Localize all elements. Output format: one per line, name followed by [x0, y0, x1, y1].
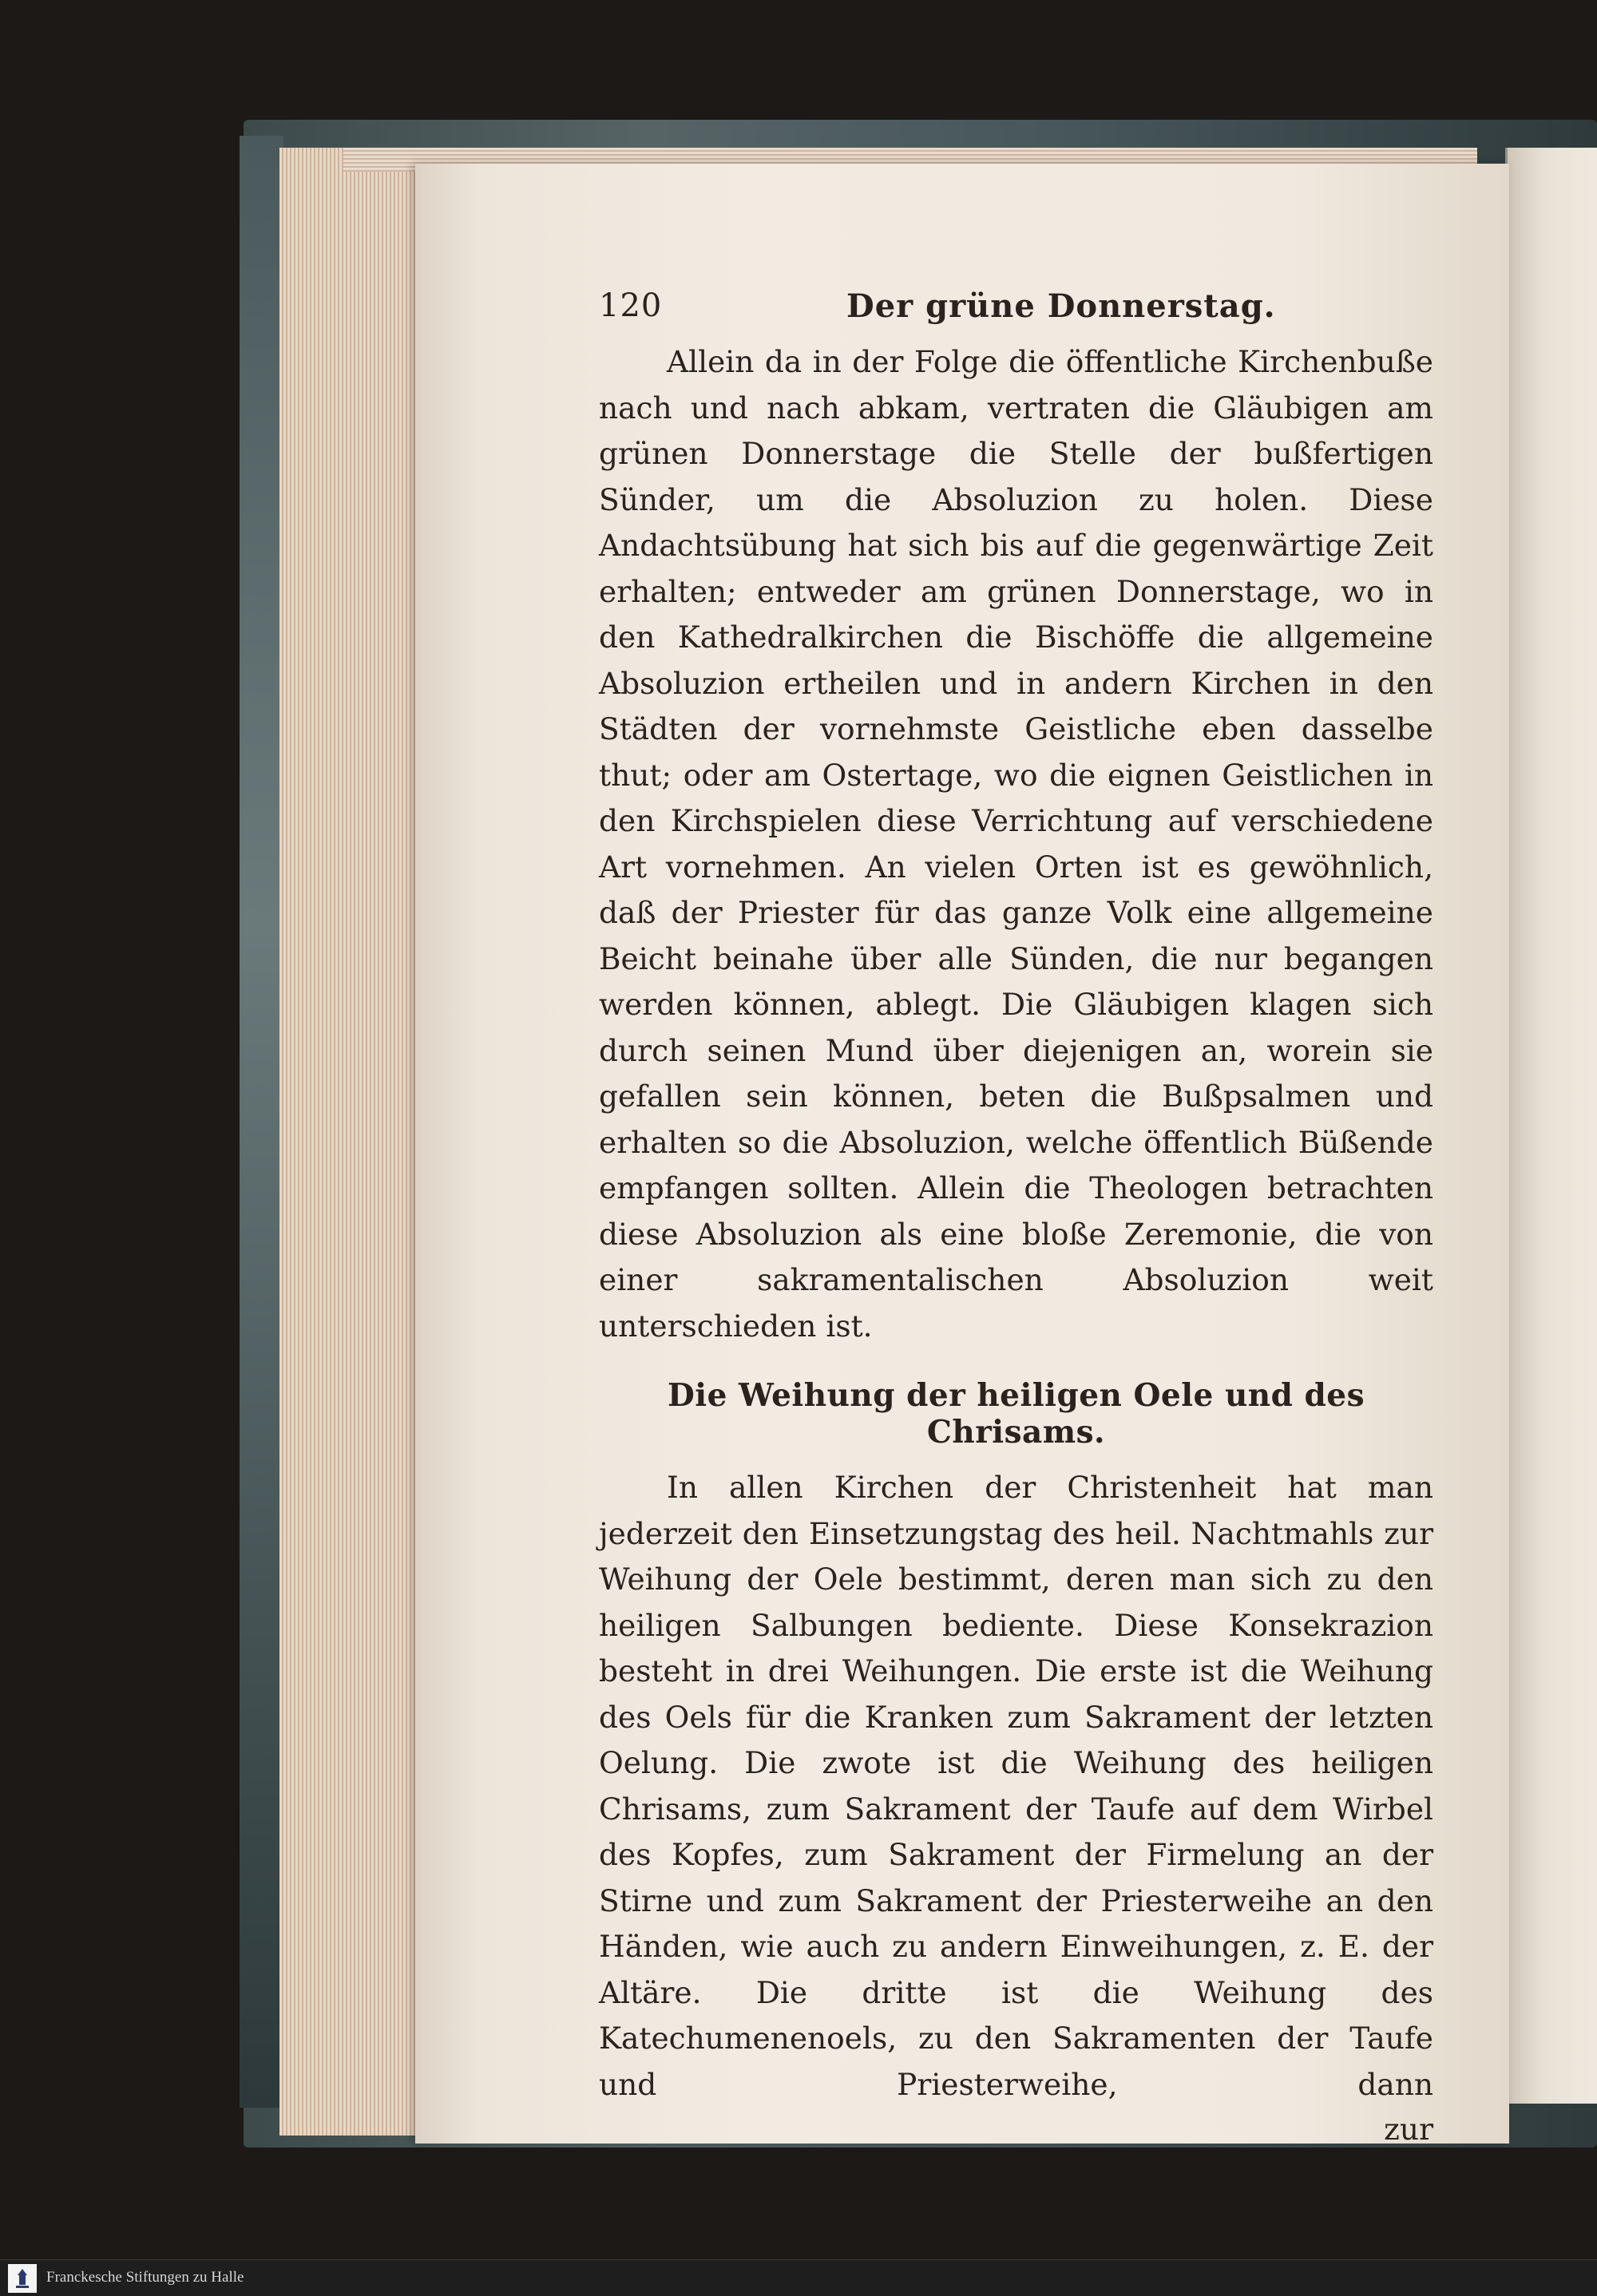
page-stack-edge	[279, 148, 417, 2136]
footer-bar	[0, 2259, 1597, 2296]
page-heading: Der grüne Donnerstag.	[846, 287, 1276, 325]
page-text-area	[599, 275, 1433, 2149]
section-heading: Die Weihung der heiligen Oele und des Chrisams.	[667, 1377, 1365, 1451]
running-head	[599, 275, 1433, 339]
paragraph-text: Allein da in der Folge die öffentliche Kirchenbuße nach und nach abkam, vertraten die Gläubigen am grünen Donnerstage die Stelle der bußfertigen Sünder, um die Absoluzion zu holen. Diese Andachtsübung hat sich bis auf die gegenwärtige Zeit erhalten; entweder am grünen Donnerstage, wo in den Kathedralkirchen die Bischöffe die allgemeine Absoluzion ertheilen und in andern Kirchen in den Städten der vornehmste Geistliche eben dasselbe thut; oder am Ostertage, wo die eignen Geistlichen in den Kirchspielen diese Verrichtung auf verschiedene Art vornehmen. An vielen Orten ist es gewöhnlich, daß der Priester für das ganze Volk eine allgemeine Beicht beinahe über alle Sünden, die nur begangen werden können, ablegt. Die Gläubigen klagen sich durch seinen Mund über diejenigen an, worein sie gefallen sein können, beten die Bußpsalmen und erhalten so die Absoluzion, welche öffentlich Büßende empfangen sollten. Allein die Theologen betrachten diese Absoluzion als eine bloße Zeremonie, die von einer sakramentalischen Absoluzion weit unterschieden ist.	[599, 344, 1433, 1344]
paragraph	[599, 1465, 1433, 2108]
paragraph-text: In allen Kirchen der Christenheit hat man jederzeit den Einsetzungstag des heil. Nachtmahls zur Weihung der Oele bestimmt, deren man sich zu den heiligen Salbungen bediente. Diese Konsekrazion besteht in drei Weihungen. Die erste ist die Weihung des Oels für die Kranken zum Sakrament der letzten Oelung. Die zwote ist die Weihung des heiligen Chrisams, zum Sakrament der Taufe auf dem Wirbel des Kopfes, zum Sakrament der Firmelung an der Stirne und zum Sakrament der Priesterweihe an den Händen, wie auch zu andern Einweihungen, z. E. der Altäre. Die dritte ist die Weihung des Katechumenenoels, zu den Sakramenten der Taufe und Priesterweihe, dann	[599, 1470, 1433, 2102]
catchword: zur	[1384, 2112, 1433, 2147]
facing-page-edge	[1505, 148, 1597, 2104]
footer-credit: Franckesche Stiftungen zu Halle	[46, 2269, 244, 2286]
institution-logo-icon	[8, 2264, 37, 2293]
book-cover-edge	[240, 136, 283, 2108]
page-number: 120	[599, 287, 663, 324]
paragraph	[599, 339, 1433, 1349]
